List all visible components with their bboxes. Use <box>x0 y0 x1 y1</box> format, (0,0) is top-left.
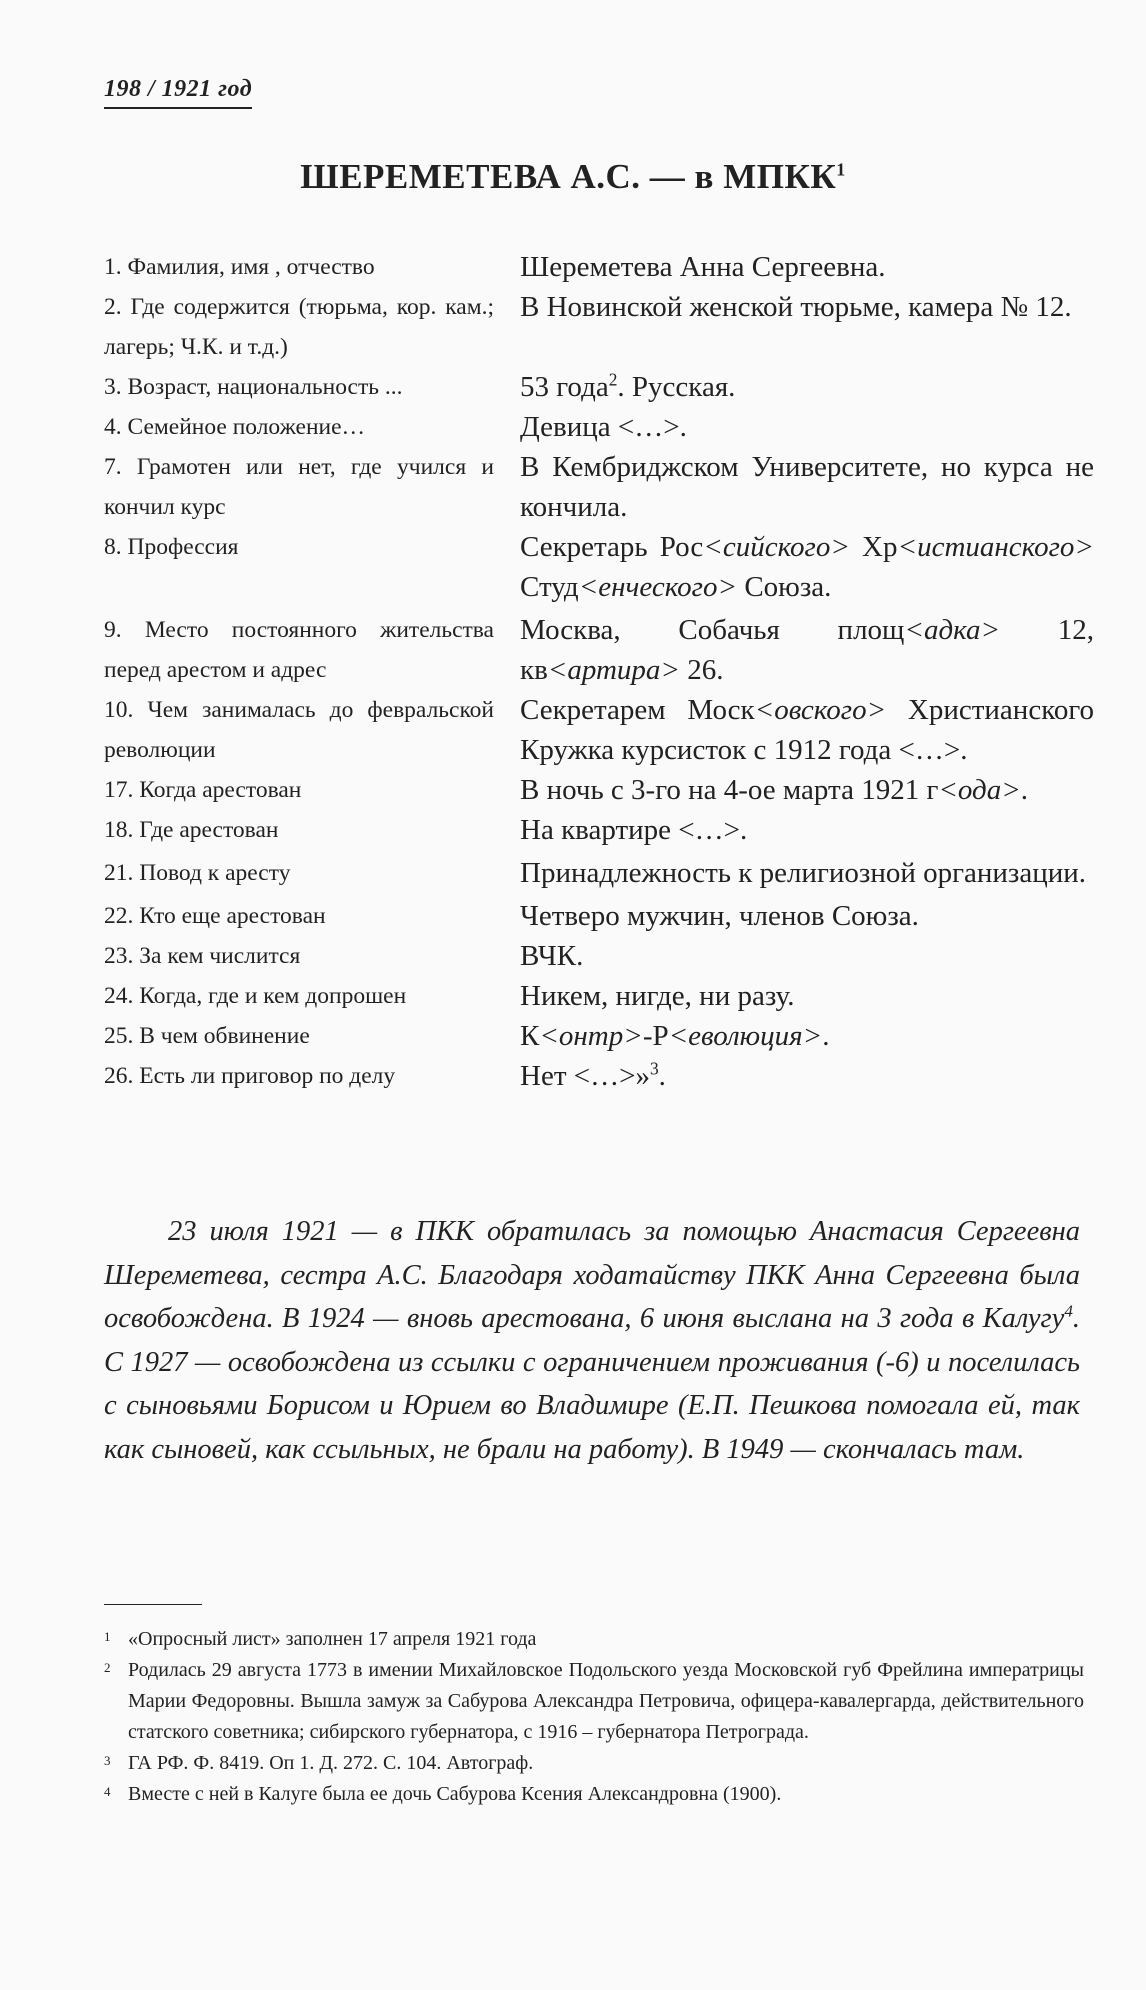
questionnaire-row <box>104 287 1094 367</box>
answer-text: Хр <box>849 531 898 563</box>
footnote-number: 3 <box>104 1753 111 1768</box>
answer <box>520 527 1094 607</box>
answer-text: . <box>822 1020 830 1052</box>
questionnaire-row <box>104 690 1094 770</box>
answer: Никем, нигде, ни разу. <box>520 980 795 1012</box>
answer <box>520 1016 1094 1056</box>
editorial-insertion: <адка> <box>904 614 1001 646</box>
questionnaire-row <box>104 850 1094 893</box>
questionnaire-row <box>104 810 1094 850</box>
answer: Принадлежность к религиозной организации. <box>520 857 1087 889</box>
footnote-ref: 4 <box>1064 1301 1073 1321</box>
editorial-insertion: <артира> <box>547 654 680 686</box>
running-head: 198 / 1921 год <box>104 76 252 109</box>
questionnaire-row <box>104 936 1094 976</box>
answer-text: В ночь с 3-го на 4-ое марта 1921 г <box>520 774 939 806</box>
questionnaire-table <box>104 247 1094 1096</box>
footnote-ref: 2 <box>608 369 618 390</box>
answer-text: Москва, Собачья площ <box>520 614 905 646</box>
answer-text: . Русская. <box>617 371 736 403</box>
question: 10. Чем занималась до февральской революции <box>104 697 494 763</box>
footnote-text: ГА РФ. Ф. 8419. Оп 1. Д. 272. С. 104. Автограф. <box>128 1752 534 1774</box>
answer-text: Студ <box>520 571 579 603</box>
editorial-insertion: <енческого> <box>578 571 738 603</box>
question: 24. Когда, где и кем допрошен <box>104 983 407 1009</box>
question: 1. Фамилия, имя , отчество <box>104 254 375 280</box>
footnote <box>104 1655 1084 1748</box>
answer-text: Секретарем Моск <box>520 694 755 726</box>
title-text: ШЕРЕМЕТЕВА А.С. — в МПКК <box>300 157 837 196</box>
answer: Шереметева Анна Сергеевна. <box>520 251 886 283</box>
footnote-number: 4 <box>104 1784 111 1799</box>
footnote-text: «Опросный лист» заполнен 17 апреля 1921 года <box>128 1628 537 1650</box>
answer-text: Христианского Кружка курсисток с 1912 года <…>. <box>520 694 1094 766</box>
questionnaire-row <box>104 607 1094 690</box>
answer: ВЧК. <box>520 940 584 972</box>
footnote-ref: 3 <box>649 1058 659 1079</box>
editorial-insertion: <онтр> <box>539 1020 643 1052</box>
questionnaire-row <box>104 527 1094 607</box>
questionnaire-row <box>104 976 1094 1016</box>
question: 22. Кто еще арестован <box>104 903 326 929</box>
questionnaire-row <box>104 1016 1094 1056</box>
footnote-number: 1 <box>104 1629 111 1644</box>
footnote <box>104 1748 1084 1779</box>
question: 8. Профессия <box>104 534 239 560</box>
question: 2. Где содержится (тюрьма, кор. кам.; лагерь; Ч.К. и т.д.) <box>104 294 494 360</box>
answer <box>520 607 1094 690</box>
answer-text: 53 года <box>520 371 609 403</box>
editorial-insertion: <еволюция> <box>668 1020 823 1052</box>
questionnaire-row <box>104 893 1094 936</box>
questionnaire-row <box>104 1056 1094 1096</box>
question: 17. Когда арестован <box>104 777 302 803</box>
answer <box>520 367 1094 407</box>
answer-text: -Р <box>642 1020 669 1052</box>
answer-text: Союза. <box>737 571 832 603</box>
footnote <box>104 1624 1084 1655</box>
answer <box>520 690 1094 770</box>
narrative-text: 23 июля 1921 — в ПКК обратилась за помощью Анастасия Сергеевна Шереметева, сестра А.С. Благодаря ходатайству ПКК Анна Сергеевна была освобождена. В 1924 — вновь арестована, 6 июня выслана на 3 года в Калугу <box>104 1216 1080 1334</box>
editorial-insertion: <овского> <box>754 694 887 726</box>
footnote-text: Родилась 29 августа 1773 в имении Михайловское Подольского уезда Московской губ Фрейлина императрицы Марии Федоровны. Вышла замуж за Сабурова Александра Петровича, офицера-кавалергарда, действительного статского советника; сибирского губернатора, с 1916 – губернатора Петрограда. <box>128 1659 1084 1743</box>
document-title <box>0 157 1146 197</box>
footnote-text: Вместе с ней в Калуге была ее дочь Сабурова Ксения Александровна (1900). <box>128 1783 782 1805</box>
question: 4. Семейное положение… <box>104 414 366 440</box>
answer: На квартире <…>. <box>520 814 748 846</box>
answer: Девица <…>. <box>520 411 687 443</box>
narrative-paragraph <box>104 1210 1080 1471</box>
question: 25. В чем обвинение <box>104 1023 310 1049</box>
answer: Четверо мужчин, членов Союза. <box>520 900 919 932</box>
questionnaire-row <box>104 407 1094 447</box>
question: 18. Где арестован <box>104 817 279 843</box>
question: 7. Грамотен или нет, где учился и кончил курс <box>104 454 494 520</box>
footnote <box>104 1779 1084 1810</box>
footnotes <box>104 1624 1084 1810</box>
questionnaire-row <box>104 247 1094 287</box>
answer: В Новинской женской тюрьме, камера № 12. <box>520 291 1072 323</box>
title-footnote-ref: 1 <box>836 159 846 180</box>
answer-text: Секретарь Рос <box>520 531 704 563</box>
questionnaire-row <box>104 770 1094 810</box>
question: 9. Место постоянного жительства перед арестом и адрес <box>104 617 494 683</box>
answer: В Кембриджском Университете, но курса не кончила. <box>520 451 1094 523</box>
questionnaire-row <box>104 447 1094 527</box>
question: 26. Есть ли приговор по делу <box>104 1063 396 1089</box>
question: 3. Возраст, национальность ... <box>104 374 403 400</box>
answer-text: . <box>1020 774 1029 806</box>
question: 23. За кем числится <box>104 943 301 969</box>
answer-text: . <box>658 1060 666 1092</box>
footnote-number: 2 <box>104 1660 111 1675</box>
editorial-insertion: <истианского> <box>897 531 1094 563</box>
editorial-insertion: <ода> <box>938 774 1021 806</box>
questionnaire-row <box>104 367 1094 407</box>
answer-text: 26. <box>680 654 724 686</box>
answer <box>520 770 1094 810</box>
footnote-divider <box>104 1604 202 1605</box>
answer <box>520 1056 1094 1096</box>
question: 21. Повод к аресту <box>104 860 291 886</box>
answer-text: Нет <…>» <box>520 1060 650 1092</box>
narrative-text: . С 1927 — освобождена из ссылки с ограничением проживания (-6) и поселилась с сыновьями Борисом и Юрием во Владимире (Е.П. Пешкова помогала ей, так как сыновей, как ссыльных, не брали на работу). В 1949 — скончалась там. <box>104 1303 1080 1465</box>
answer-text: 12, кв <box>520 614 1094 686</box>
answer-text: К <box>520 1020 540 1052</box>
editorial-insertion: <сийского> <box>703 531 850 563</box>
